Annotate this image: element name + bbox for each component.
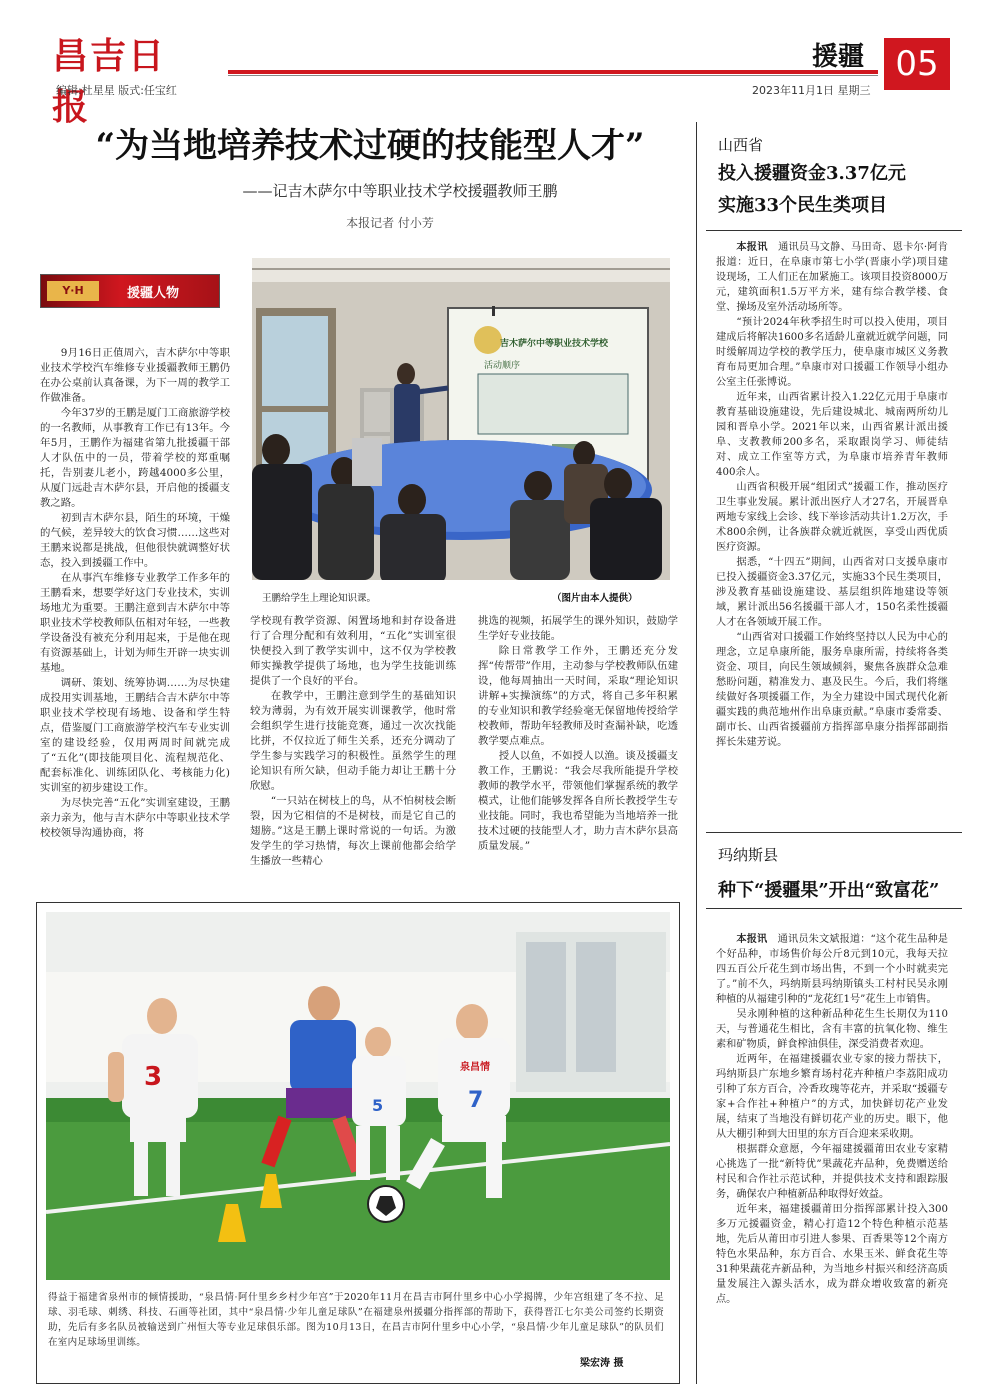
- paragraph: [716, 932, 948, 1007]
- paragraph: 为尽快完善“五化”实训室建设，王鹏亲力亲为，他与吉木萨尔中等职业技术学校校领导沟通协商，将: [40, 797, 230, 839]
- news2-county: 玛纳斯县: [718, 846, 779, 864]
- photo2-caption: 得益于福建省泉州市的倾情援助，“泉昌情·阿什里乡乡村少年宫”于2020年11月在昌吉市阿什里乡中心小学揭牌，少年宫组建了冬不拉、足球、羽毛球、刺绣、科技、石画等社团，其中“泉昌情·少年儿童足球队”在福建泉州援疆分指挥部的帮助下，获得晋江七尔美公司签约长期资助，先后有多名队员被输送到广州恒大等专业足球俱乐部。图为10月13日，在昌吉市阿什里乡中心小学，“泉昌情·少年儿童足球队”的队员们在室内足球场里训练。: [48, 1292, 664, 1348]
- editors-line: 编辑:杜星星 版式:任宝红: [56, 84, 177, 97]
- paragraph: 吴永刚种植的这种新品种花生生长期仅为110天，与普通花生相比，含有丰富的抗氧化物、维生素和矿物质，鲜食榨油俱佳，深受消费者欢迎。: [716, 1009, 948, 1050]
- paragraph: 山西省积极开展“组团式”援疆工作，推动医疗卫生事业发展。累计派出医疗人才27名，开展晋阜两地专家线上会诊、线下举诊活动共计1.2万次，手术800余例，让各族群众就近就医，享受山西优质医疗资源。: [716, 482, 948, 553]
- section-name: 援疆: [812, 42, 865, 72]
- divider: [706, 908, 962, 909]
- column-tag: Y·H: [47, 281, 99, 301]
- jersey-text: 泉昌情: [460, 1062, 490, 1073]
- paragraph: “一只站在树枝上的鸟，从不怕树枝会断裂，因为它相信的不是树枝，而是它自己的翅膀。”这是王鹏上课时常说的一句话。为激发学生的学习热情，每次上课前他都会给学生播放一些精心: [250, 795, 456, 867]
- paragraph: 初到吉木萨尔县，陌生的环境，干燥的气候，差异较大的饮食习惯……这些对王鹏来说都是挑战，但他很快就调整好状态，投入到援疆工作中。: [40, 512, 230, 569]
- paragraph: 挑选的视频，拓展学生的课外知识，鼓励学生学好专业技能。: [478, 615, 678, 642]
- paragraph: 学校现有教学资源、闲置场地和封存设备进行了合理分配和有效利用，“五化”实训室很快便投入到了教学实训中，这不仅为学校教师实操教学提供了场地，也为学生技能训练提供了一个良好的平台。: [250, 615, 456, 687]
- paragraph: 9月16日正值周六，吉木萨尔中等职业技术学校汽车维修专业援疆教师王鹏仍在办公桌前认真备课，为下一周的教学工作做准备。: [40, 347, 230, 404]
- paragraph: “预计2024年秋季招生时可以投入使用，项目建成后将解决1600多名适龄儿童就近就学问题，同时缓解周边学校的教学压力，使阜康市城区义务教育布局更加合理。”阜康市对口援疆工作领导小组办公室主任张博说。: [716, 317, 948, 388]
- column-label: 援疆人物: [127, 286, 180, 301]
- article-column-2: [250, 614, 456, 869]
- news1-headline: [718, 158, 968, 222]
- newspaper-logo: 昌吉日报: [52, 35, 167, 128]
- paragraph: 授人以鱼，不如授人以渔。谈及援疆支教工作，王鹏说：“我会尽我所能提升学校教师的教学水平，带领他们掌握系统的教学模式，让他们能够发挥各自所长教授学生专业技能。同时，我也希望能为当地培养一批技术过硬的技能型人才，助力吉木萨尔县高质量发展。”: [478, 750, 678, 852]
- classroom-photo: [252, 258, 670, 580]
- paragraph: 在从事汽车维修专业教学工作多年的王鹏看来，想要学好这门专业技术，实训场地尤为重要。王鹏注意到吉木萨尔中等职业技术学校教师队伍相对年轻，一些教学设备没有被充分利用起来，于是他在现有资源基础上，计划为师生开辟一块实训基地。: [40, 572, 230, 674]
- paragraph: 除日常教学工作外，王鹏还充分发挥“传帮带”作用，主动参与学校教师队伍建设，他每周抽出一天时间，采取“理论知识讲解+实操演练”的方式，将自己多年积累的专业知识和教学经验毫无保留地传授给学校教师，帮助年轻教师及时查漏补缺，吃透教学要点难点。: [478, 645, 678, 747]
- paragraph: 近年来，福建援疆莆田分指挥部累计投入300多万元援疆资金，精心打造12个特色种植示范基地，先后从莆田市引进人参果、百香果等12个南方特色水果品种，东方百合、水果玉米、鲜食花生等31种果蔬花卉新品种，为当地乡村振兴和经济高质量发展注入源头活水，成为群众增收致富的新亮点。: [716, 1204, 948, 1305]
- news2-headline: 种下“援疆果”开出“致富花”: [718, 880, 940, 901]
- page-number: 05: [884, 38, 950, 90]
- photo2-credit: 梁宏涛 摄: [580, 1358, 624, 1369]
- paragraph: “山西省对口援疆工作始终坚持以人民为中心的理念，立足阜康所能，服务阜康所需，持续将各类资金、项目，向民生领域倾斜，聚焦各族群众急难愁盼问题，精准发力、惠及民生。今后，我们将继续做好各项援疆工作，为全力建设中国式现代化新疆实践的典范地州作出阜康贡献。”阜康市委常委、副市长、山西省援疆前方指挥部阜康分指挥部副指挥长朱建芳说。: [716, 632, 948, 748]
- article-column-3: [478, 614, 678, 854]
- news1-headline-line2: 实施33个民生类项目: [718, 195, 888, 216]
- slide-title: 吉木萨尔中等职业技术学校: [500, 339, 609, 349]
- news1-headline-line1: 投入援疆资金3.37亿元: [718, 163, 906, 184]
- article-column-1: [40, 346, 230, 841]
- paragraph: 据悉，“十四五”期间，山西省对口支援阜康市已投入援疆资金3.37亿元，实施33个民生类项目，涉及教育基础设施建设、基层组织阵地建设等领域，累计派出56名援疆干部人才，150名柔性援疆人才在各领域开展工作。: [716, 557, 948, 628]
- paragraph: 近年来，山西省累计投入1.22亿元用于阜康市教育基础设施建设，先后建设城北、城南两所幼儿园和晋阜小学。2021年以来，山西省累计派出援阜、支教教师200多名，采取跟岗学习、师徒结对、成立工作室等方式，为阜康市培养青年教师400余人。: [716, 392, 948, 478]
- header-rule: [228, 70, 878, 74]
- divider: [706, 832, 962, 833]
- lead-tag: 本报讯: [736, 933, 768, 945]
- photo1-credit: （图片由本人提供）: [552, 593, 638, 604]
- paragraph: 今年37岁的王鹏是厦门工商旅游学校的一名教师，从事教育工作已有13年。今年5月，王鹏作为福建省第九批援疆干部人才队伍中的一员，带着学校的郑重嘱托，告别妻儿老小，跨越4000多公里，从厦门远赴吉木萨尔县，开启他的援疆支教之路。: [40, 407, 230, 509]
- jersey-number: 3: [144, 1062, 163, 1092]
- paragraph: 在教学中，王鹏注意到学生的基础知识较为薄弱，为有效开展实训课教学，他时常会组织学生进行技能竞赛，通过一次次找能比拼，不仅拉近了师生关系，还充分调动了学生参与实践学习的积极性。虽然学生的理论知识有所欠缺，但动手能力却让王鹏十分欣慰。: [250, 690, 456, 792]
- news2-body: [716, 932, 948, 1307]
- divider: [706, 230, 962, 231]
- lead-tag: 本报讯: [736, 241, 768, 253]
- byline: 本报记者 付小芳: [346, 216, 434, 230]
- slide-subtitle: 活动顺序: [484, 361, 521, 371]
- issue-date: 2023年11月1日 星期三: [752, 84, 871, 97]
- sub-headline: ——记吉木萨尔中等职业技术学校援疆教师王鹏: [242, 182, 558, 200]
- football-photo: [46, 912, 670, 1280]
- jersey-number: 7: [468, 1088, 484, 1113]
- photo1-caption: 王鹏给学生上理论知识课。: [262, 593, 377, 604]
- news1-body: [716, 240, 948, 750]
- paragraph: 调研、策划、统筹协调……为尽快建成投用实训基地，王鹏结合吉木萨尔中等职业技术学校现有场地、设备和学生特点，借鉴厦门工商旅游学校汽车专业实训室的建设经验，仅用两周时间就完成了“五化”(即技能项目化、流程规范化、配套标准化、训练团队化、考核能力化)实训室的初步建设工作。: [40, 677, 230, 794]
- paragraph: [716, 240, 948, 315]
- column-banner: [40, 274, 220, 308]
- news1-province: 山西省: [718, 136, 764, 154]
- paragraph: 根据群众意愿，今年福建援疆莆田农业专家精心挑选了一批“新特优”果蔬花卉品种，免费赠送给村民和合作社示范试种，并提供技术支持和跟踪服务，确保农户种植新品种取得好效益。: [716, 1144, 948, 1200]
- paragraph-text: 通讯员马文静、马田奇、恩卡尔·阿肯报道：近日，在阜康市第七小学(晋康小学)项目建设现场，工人们正在加紧施工。该项目投资8000万元，建筑面积1.5万平方米，建有综合教学楼、食堂、操场及室外活动场所等。: [716, 242, 948, 313]
- jersey-number: 5: [372, 1096, 384, 1115]
- main-headline: “为当地培养技术过硬的技能型人才”: [95, 126, 645, 166]
- column-divider: [696, 122, 697, 1384]
- header-rule-thin: [228, 75, 878, 76]
- paragraph: 近两年，在福建援疆农业专家的接力帮扶下，玛纳斯县广东地乡繁育场村花卉种植户李荔阳成功引种了东方百合，冷香玫瑰等花卉，并采取“援疆专家+合作社+种植户”的方式，加快鲜切花产业发展，结束了当地没有鲜切花产业的历史。眼下，他从大棚引种到大田里的东方百合迎来采收期。: [716, 1054, 948, 1140]
- paragraph-text: 通讯员朱文斌报道：“这个花生品种是个好品种，市场售价每公斤8元到10元，我每天拉四五百公斤花生到市场出售，不到一个小时就卖完了。”前不久，玛纳斯县玛纳斯镇头工村村民吴永刚种植的从福建引种的“龙花红1号”花生上市销售。: [716, 934, 948, 1005]
